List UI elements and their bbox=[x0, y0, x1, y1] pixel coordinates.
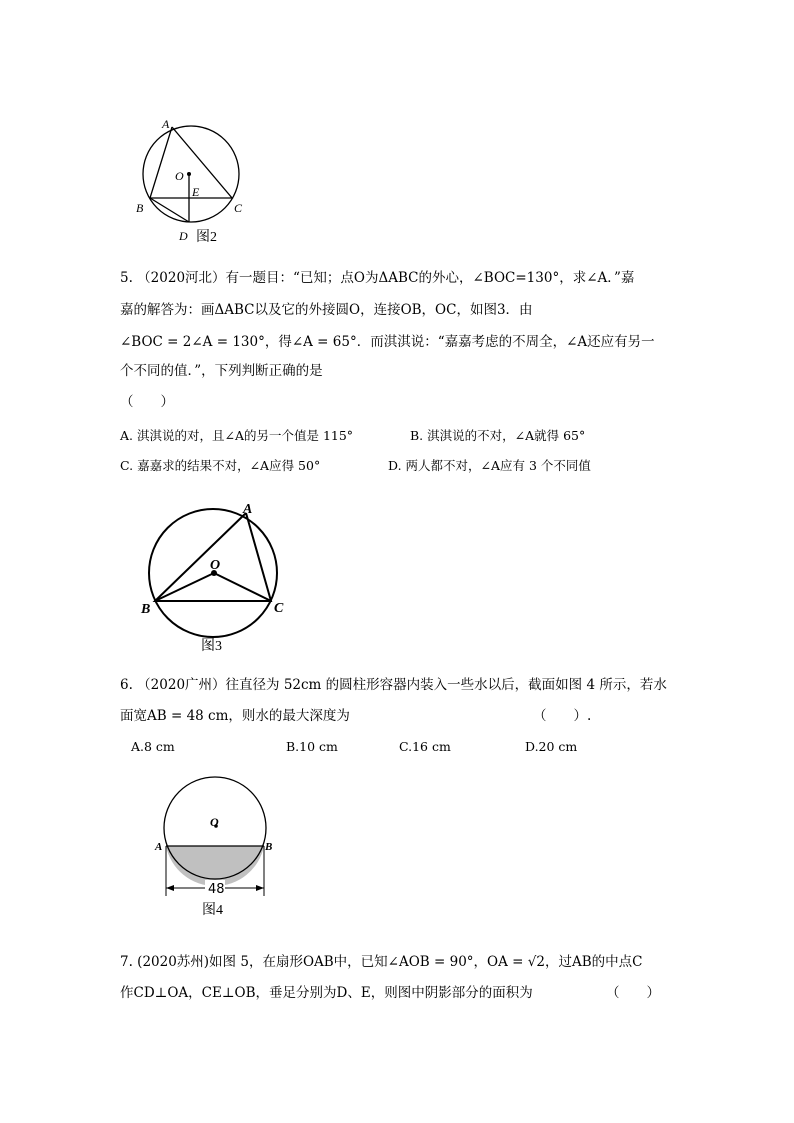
figure-2-caption: 图2 bbox=[196, 230, 217, 245]
q5-option-c: C. 嘉嘉求的结果不对，∠A应得 50° bbox=[120, 458, 321, 473]
segment-ob bbox=[155, 573, 214, 601]
figure-2 bbox=[128, 112, 256, 248]
label-b: B bbox=[141, 602, 151, 617]
q6-option-c: C.16 cm bbox=[399, 739, 451, 754]
label-e: E bbox=[192, 185, 200, 199]
figure-4-caption: 图4 bbox=[202, 903, 223, 918]
label-b: B bbox=[265, 841, 273, 853]
q5-line-1: 5. （2020河北）有一题目：“已知；点O为ΔABC的外心，∠BOC=130°，求∠A．”嘉 bbox=[120, 270, 635, 286]
arrow-left bbox=[166, 885, 174, 891]
segment-bd bbox=[150, 198, 189, 222]
q5-line-4: 个不同的值．”，下列判断正确的是 bbox=[120, 363, 323, 379]
q5-line-3: ∠BOC = 2∠A = 130°，得∠A = 65°．而淇淇说：“嘉嘉考虑的不周全，∠A还应有另一 bbox=[120, 334, 655, 350]
q5-option-d: D. 两人都不对，∠A应有 3 个不同值 bbox=[388, 458, 591, 473]
q5-option-b: B. 淇淇说的不对，∠A就得 65° bbox=[410, 428, 586, 443]
label-c: C bbox=[274, 601, 284, 616]
q5-line-2: 嘉的解答为：画ΔABC以及它的外接圆O，连接OB，OC，如图3．由 bbox=[120, 302, 533, 318]
triangle-abc bbox=[150, 127, 232, 198]
segment-oc bbox=[214, 573, 271, 601]
q6-line-2: 面宽AB = 48 cm，则水的最大深度为 bbox=[120, 708, 350, 724]
label-a: A bbox=[162, 117, 170, 131]
q5-answer-bracket: （ ） bbox=[120, 394, 174, 410]
q7-line-2: 作CD⊥OA，CE⊥OB，垂足分别为D、E，则图中阴影部分的面积为 bbox=[120, 985, 533, 1001]
dimension-label: 48 bbox=[208, 882, 225, 897]
label-b: B bbox=[136, 201, 144, 215]
label-c: C bbox=[234, 201, 243, 215]
q6-option-a: A.8 cm bbox=[131, 739, 175, 754]
q6-line-1: 6. （2020广州）往直径为 52cm 的圆柱形容器内装入一些水以后，截面如图 4 所示，若水 bbox=[120, 677, 667, 693]
label-o: O bbox=[210, 558, 221, 573]
figure-4 bbox=[150, 768, 280, 920]
label-d: D bbox=[179, 229, 188, 243]
label-o: O bbox=[210, 815, 219, 829]
q7-line-1: 7. (2020苏州)如图 5，在扇形OAB中，已知∠AOB = 90°，OA = √2，过AB的中点C bbox=[120, 954, 643, 970]
figure-3 bbox=[133, 496, 303, 658]
arrow-right bbox=[256, 885, 264, 891]
q6-answer-bracket: （ ）. bbox=[533, 708, 592, 724]
triangle-abc bbox=[155, 513, 271, 601]
label-o: O bbox=[175, 169, 184, 183]
q6-option-d: D.20 cm bbox=[525, 739, 578, 754]
figure-3-caption: 图3 bbox=[201, 639, 222, 654]
q6-option-b: B.10 cm bbox=[286, 739, 338, 754]
label-a: A bbox=[243, 502, 253, 517]
q5-option-a: A. 淇淇说的对，且∠A的另一个值是 115° bbox=[120, 428, 354, 443]
label-a: A bbox=[155, 841, 163, 853]
center-point bbox=[187, 172, 191, 176]
q7-answer-bracket: （ ） bbox=[606, 985, 660, 1001]
